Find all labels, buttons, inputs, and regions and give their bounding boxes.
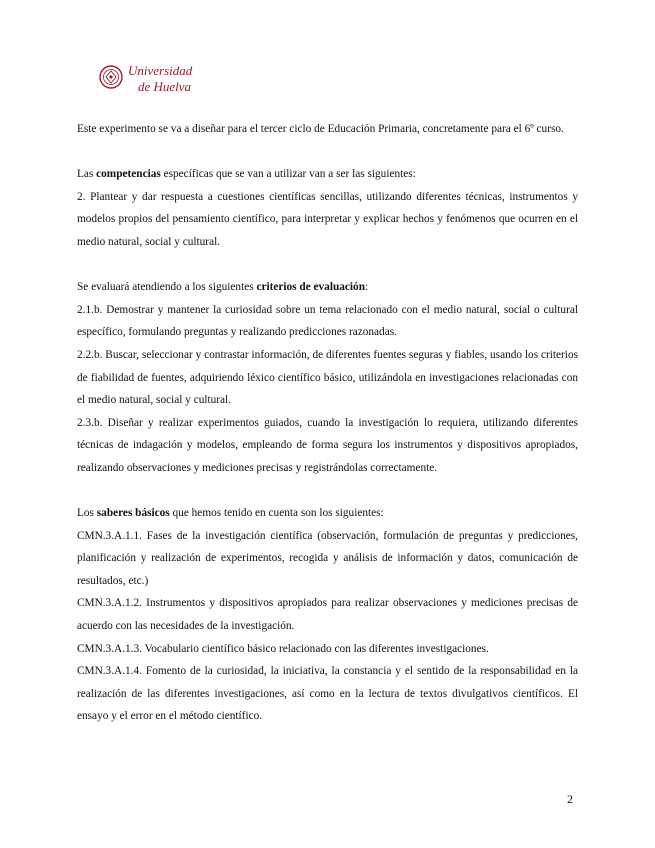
logo-line-1: Universidad (128, 63, 193, 78)
text-segment: Los (77, 507, 97, 520)
university-logo (98, 60, 208, 96)
saberes-heading (77, 502, 578, 525)
competencia-item: 2. Plantear y dar respuesta a cuestiones científicas sencillas, utilizando diferentes técnicas, instrumentos y modelos propios del pensamiento científico, para interpretar y explicar hechos y fenómenos que ocurren en el medio natural, social y cultural. (77, 190, 578, 248)
university-seal-icon (98, 60, 208, 96)
criterio-item: 2.3.b. Diseñar y realizar experimentos guiados, cuando la investigación lo requiera, utilizando diferentes técnicas de indagación y modelos, empleando de forma segura los instrumentos y dispositivos apropiados, realizando observaciones y mediciones precisas y registrándolas correctamente. (77, 416, 578, 474)
competencias-heading (77, 163, 578, 186)
text-segment: específicas que se van a utilizar van a ser las siguientes: (160, 168, 416, 181)
criterio-item: 2.1.b. Demostrar y mantener la curiosidad sobre un tema relacionado con el medio natural, social o cultural específico, formulando preguntas y realizando predicciones razonadas. (77, 303, 578, 339)
text-segment: Las (77, 168, 97, 181)
saber-item: CMN.3.A.1.4. Fomento de la curiosidad, la iniciativa, la constancia y el sentido de la responsabilidad en la realización de las diferentes investigaciones, así como en la lectura de textos divulgativos científicos. El ensayo y el error en el método científico. (77, 665, 578, 723)
saberes-term: saberes básicos (96, 507, 170, 520)
text-segment: Se evaluará atendiendo a los siguientes (77, 281, 257, 294)
logo-line-2: de Huelva (138, 79, 192, 94)
text-segment: que hemos tenido en cuenta son los siguientes: (169, 507, 384, 520)
criterio-item: 2.2.b. Buscar, seleccionar y contrastar información, de diferentes fuentes seguras y fiables, usando los criterios de fiabilidad de fuentes, adquiriendo léxico científico básico, utilizándola en investigaciones relacionadas con el medio natural, social y cultural. (77, 348, 578, 407)
saber-item: CMN.3.A.1.2. Instrumentos y dispositivos apropiados para realizar observaciones y mediciones precisas de acuerdo con las necesidades de la investigación. (77, 597, 578, 633)
criterios-heading (77, 276, 578, 299)
criterios-term: criterios de evaluación (256, 281, 365, 294)
saber-item: CMN.3.A.1.1. Fases de la investigación científica (observación, formulación de preguntas y predicciones, planificación y realización de experimentos, recogida y análisis de información y datos, comunicación de resultados, etc.) (77, 529, 578, 587)
page-number: 2 (567, 792, 573, 806)
intro-paragraph: Este experimento se va a diseñar para el tercer ciclo de Educación Primaria, concretamente para el 6º curso. (77, 123, 564, 135)
document-body (77, 118, 578, 728)
saber-item: CMN.3.A.1.3. Vocabulario científico básico relacionado con las diferentes investigaciones. (77, 642, 489, 655)
text-segment: : (365, 281, 369, 294)
competencias-term: competencias (96, 168, 161, 181)
